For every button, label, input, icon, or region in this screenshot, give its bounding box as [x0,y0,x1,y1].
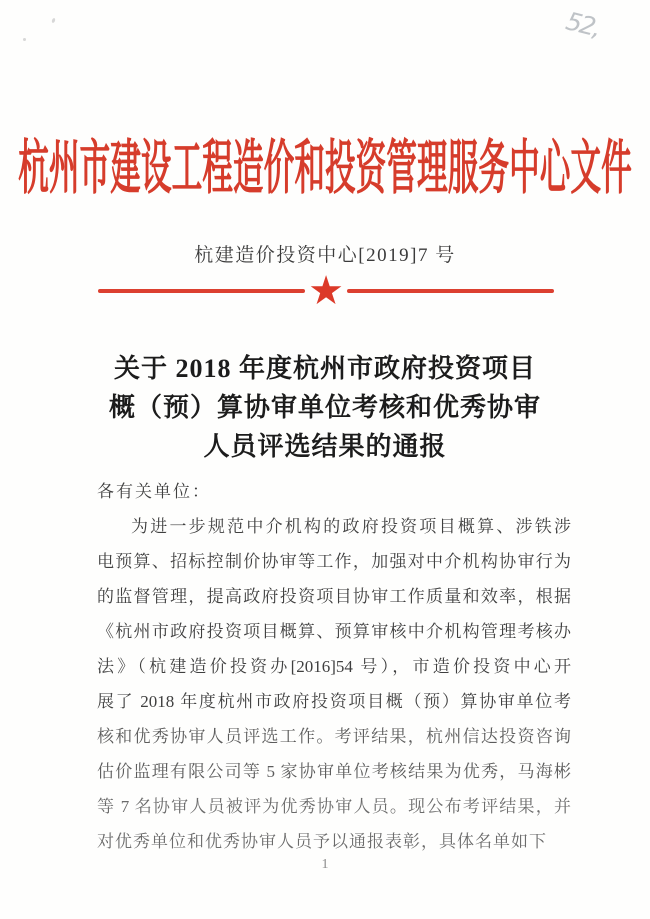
body-line: 展了 2018 年度杭州市政府投资项目概（预）算协审单位考 [97,692,571,711]
document-number: 杭建造价投资中心[2019]7 号 [194,245,456,266]
letterhead-title: 杭州市建设工程造价和投资管理服务中心文件 [18,135,632,201]
body-line: 的监督管理，提高政府投资项目协审工作质量和效率，根据 [97,587,571,606]
page-number: 1 [321,857,329,872]
body-line: 《杭州市政府投资项目概算、预算审核中介机构管理考核办 [97,622,571,641]
body-line: 核和优秀协审人员评选工作。考评结果，杭州信达投资咨询 [97,727,571,746]
scan-speck [23,38,26,41]
body-line: 为进一步规范中介机构的政府投资项目概算、涉铁涉 [131,517,571,536]
scan-speck [51,18,56,24]
star-icon: ★ [308,268,344,313]
salutation: 各有关单位： [97,482,211,501]
title-line: 概（预）算协审单位考核和优秀协审 [108,393,541,422]
body-line: 法》（杭建造价投资办[2016]54 号），市造价投资中心开 [97,657,571,676]
body-line: 电预算、招标控制价协审等工作，加强对中介机构协审行为 [97,552,571,571]
handwritten-mark: 52, [562,6,603,43]
body-paragraph [97,474,571,859]
document-title [0,349,650,466]
body-line: 估价监理有限公司等 5 家协审单位考核结果为优秀，马海彬 [97,762,571,781]
title-line: 关于 2018 年度杭州市政府投资项目 [113,354,536,383]
title-line: 人员评选结果的通报 [203,432,447,461]
divider-line-left [98,289,305,293]
divider-line-right [347,289,554,293]
body-line: 对优秀单位和优秀协审人员予以通报表彰，具体名单如下 [97,832,547,851]
body-line: 等 7 名协审人员被评为优秀协审人员。现公布考评结果，并 [97,797,571,816]
star-divider [98,268,554,313]
